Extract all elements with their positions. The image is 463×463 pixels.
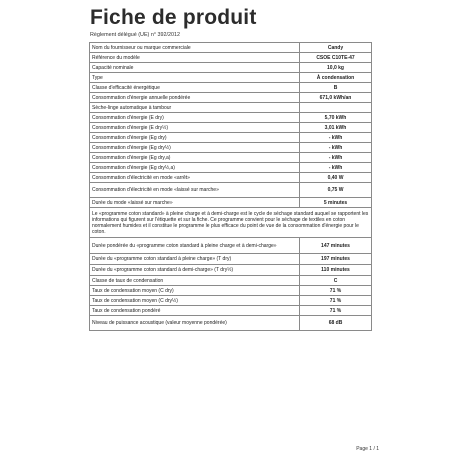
row-value: 68 dB [300,316,372,331]
row-label: Classe de taux de condensation [90,276,300,286]
row-value: Candy [300,43,372,53]
row-value: À condensation [300,73,372,83]
row-label: Taux de condensation pondéré [90,306,300,316]
table-row [90,123,372,133]
row-label: Durée du «programme coton standard à pleine charge» (T dry) [90,254,300,265]
row-label: Consommation d'énergie annuelle pondérée [90,93,300,103]
regulation-subtitle: Règlement délégué (UE) n° 392/2012 [90,32,180,38]
table-row [90,83,372,93]
row-label: Durée du mode «laissé sur marche» [90,198,300,208]
table-row [90,316,372,331]
row-value: - kWh [300,143,372,153]
table-row [90,208,372,238]
row-label: Classe d'efficacité énergétique [90,83,300,93]
row-value: C [300,276,372,286]
row-label: Consommation d'électricité en mode «arrêt» [90,173,300,183]
row-value: 10,0 kg [300,63,372,73]
table-row [90,183,372,198]
row-label: Consommation d'énergie (E dry) [90,113,300,123]
row-value: 71 % [300,296,372,306]
table-row [90,296,372,306]
row-label: Taux de condensation moyen (C dry) [90,286,300,296]
row-label: Référence du modèle [90,53,300,63]
table-row [90,133,372,143]
table-row [90,254,372,265]
table-row [90,163,372,173]
row-value: 3,01 kWh [300,123,372,133]
row-label: Nom du fournisseur ou marque commerciale [90,43,300,53]
row-value: 5 minutes [300,198,372,208]
row-label: Capacité nominale [90,63,300,73]
row-value: - kWh [300,163,372,173]
table-row [90,63,372,73]
row-label: Consommation d'énergie (Eg dry½,a) [90,163,300,173]
info-paragraph-cell: Le «programme coton standard» à pleine charge et à demi-charge est le cycle de séchage standard auquel se rapportent les informations qui figurent sur l'étiquette et sur la fiche. Ce programme convient pour le séchage de textiles en coton normalement humides et il constitue le programme le plus efficace du point de vue de la consommation d'énergie pour le coton. [90,208,372,238]
row-value: CSOE C10TE-47 [300,53,372,63]
table-row [90,143,372,153]
page-title: Fiche de produit [90,6,257,29]
row-value: 147 minutes [300,238,372,254]
table-row [90,173,372,183]
table-row [90,198,372,208]
row-value: 0,40 W [300,173,372,183]
row-label: Type [90,73,300,83]
row-label: Consommation d'énergie (E dry½) [90,123,300,133]
table-row [90,103,372,113]
row-label: Consommation d'énergie (Eg dry½) [90,143,300,153]
table-row [90,306,372,316]
row-value: 110 minutes [300,265,372,276]
table-row [90,73,372,83]
row-label: Durée pondérée du «programme coton standard à pleine charge et à demi-charge» [90,238,300,254]
row-label: Sèche-linge automatique à tambour [90,103,300,113]
table-row [90,265,372,276]
table-row [90,276,372,286]
row-label: Durée du «programme coton standard à demi-charge» (T dry½) [90,265,300,276]
row-label: Consommation d'énergie (Eg dry) [90,133,300,143]
row-value: - kWh [300,153,372,163]
table-row [90,238,372,254]
table-row [90,153,372,163]
row-label: Taux de condensation moyen (C dry½) [90,296,300,306]
row-value: 71 % [300,306,372,316]
spec-table [89,42,372,331]
row-value: 5,70 kWh [300,113,372,123]
row-value: 0,75 W [300,183,372,198]
table-row [90,53,372,63]
row-value: 197 minutes [300,254,372,265]
row-value: 71 % [300,286,372,296]
table-row [90,113,372,123]
row-label: Consommation d'électricité en mode «laissé sur marche» [90,183,300,198]
row-label: Niveau de puissance acoustique (valeur moyenne pondérée) [90,316,300,331]
row-value [300,103,372,113]
table-row [90,43,372,53]
row-value: B [300,83,372,93]
table-row [90,286,372,296]
row-label: Consommation d'énergie (Eg dry,a) [90,153,300,163]
table-row [90,93,372,103]
row-value: 671,0 kWh/an [300,93,372,103]
row-value: - kWh [300,133,372,143]
page-number: Page 1 / 1 [356,446,379,452]
